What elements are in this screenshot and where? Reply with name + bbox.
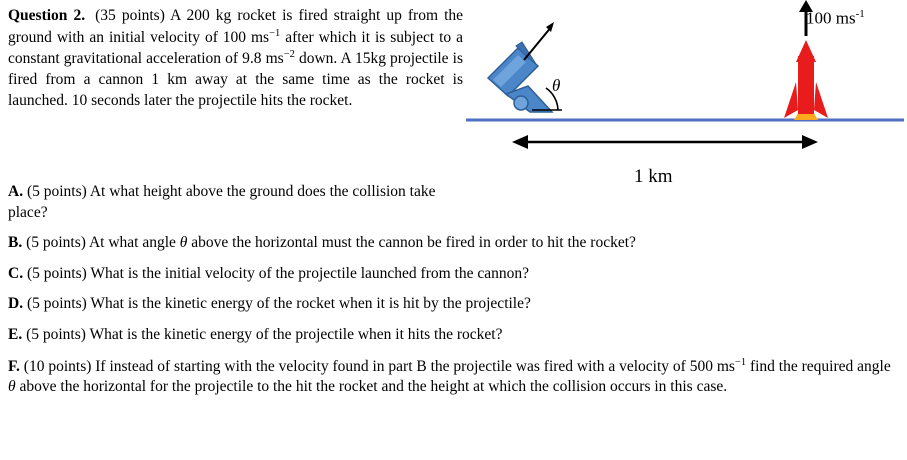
part-c-text: What is the initial velocity of the projectile launched from the cannon? [90,264,529,282]
distance-arrow [512,135,818,149]
question-exponent-1: −1 [269,27,281,39]
part-b [8,233,898,254]
part-e-points: (5 points) [26,326,86,344]
part-d-points: (5 points) [26,295,87,313]
question-points: (35 points) [95,7,165,24]
launch-direction-arrow [524,22,554,60]
cannon-wheel [514,96,528,110]
part-c [8,264,898,285]
velocity-value: 100 ms [806,8,856,28]
angle-label: θ [552,76,561,95]
question-intro [8,6,463,111]
part-f-symbol: θ [8,378,16,396]
part-f-text-before: If instead of starting with the velocity found in part B the projectile was fired with a velocity of 500 ms [95,357,735,375]
part-f-text-after: above the horizontal for the projectile to the hit the rocket and the height at which the collision occurs in this case. [15,378,728,396]
part-a-text: At what height above the ground does the collision take place? [8,183,436,221]
velocity-exponent: -1 [855,8,865,20]
part-a-label: A. [8,183,24,200]
part-d-label: D. [8,295,24,313]
part-e-text: What is the kinetic energy of the projectile when it hits the rocket? [89,326,503,344]
problem-figure [466,0,904,205]
part-b-label: B. [8,234,23,252]
part-b-text-before: At what angle [88,234,180,252]
figure-drawing [466,0,904,205]
question-label: Question 2. [8,7,86,24]
part-e [8,325,898,346]
part-f [8,356,898,398]
question-body-part2: after which it is subject to a constant gravitational acceleration of 9.8 ms [8,28,463,68]
part-a [8,182,458,223]
part-b-text-after: above the horizontal must the cannon be fired in order to hit the rocket? [187,234,636,252]
part-b-points: (5 points) [26,234,86,252]
question-body-part3: down. A 15kg projectile is fired from a cannon 1 km away at the same time as the rocket is launched. 10 seconds later the projectile hits the rocket. [8,50,463,109]
velocity-label [806,8,865,29]
part-c-label: C. [8,264,24,282]
distance-label: 1 km [634,166,673,187]
part-b-symbol: θ [179,234,188,252]
question-body-part1: A 200 kg rocket is fired straight up from the ground with an initial velocity of 100 ms [8,7,463,46]
part-e-label: E. [8,326,23,344]
part-a-points: (5 points) [26,183,87,200]
part-c-points: (5 points) [26,264,87,282]
rocket-icon [784,40,828,120]
part-d [8,294,898,315]
question-parts [8,182,898,408]
question-exponent-2: −2 [283,49,295,61]
part-f-points: (10 points) [23,357,92,375]
part-d-text: What is the kinetic energy of the rocket when it is hit by the projectile? [90,295,531,313]
cannon-icon [488,42,552,112]
part-f-label: F. [8,357,20,375]
part-f-exponent: −1 [734,356,747,368]
part-f-text-mid: find the required angle [746,357,891,375]
